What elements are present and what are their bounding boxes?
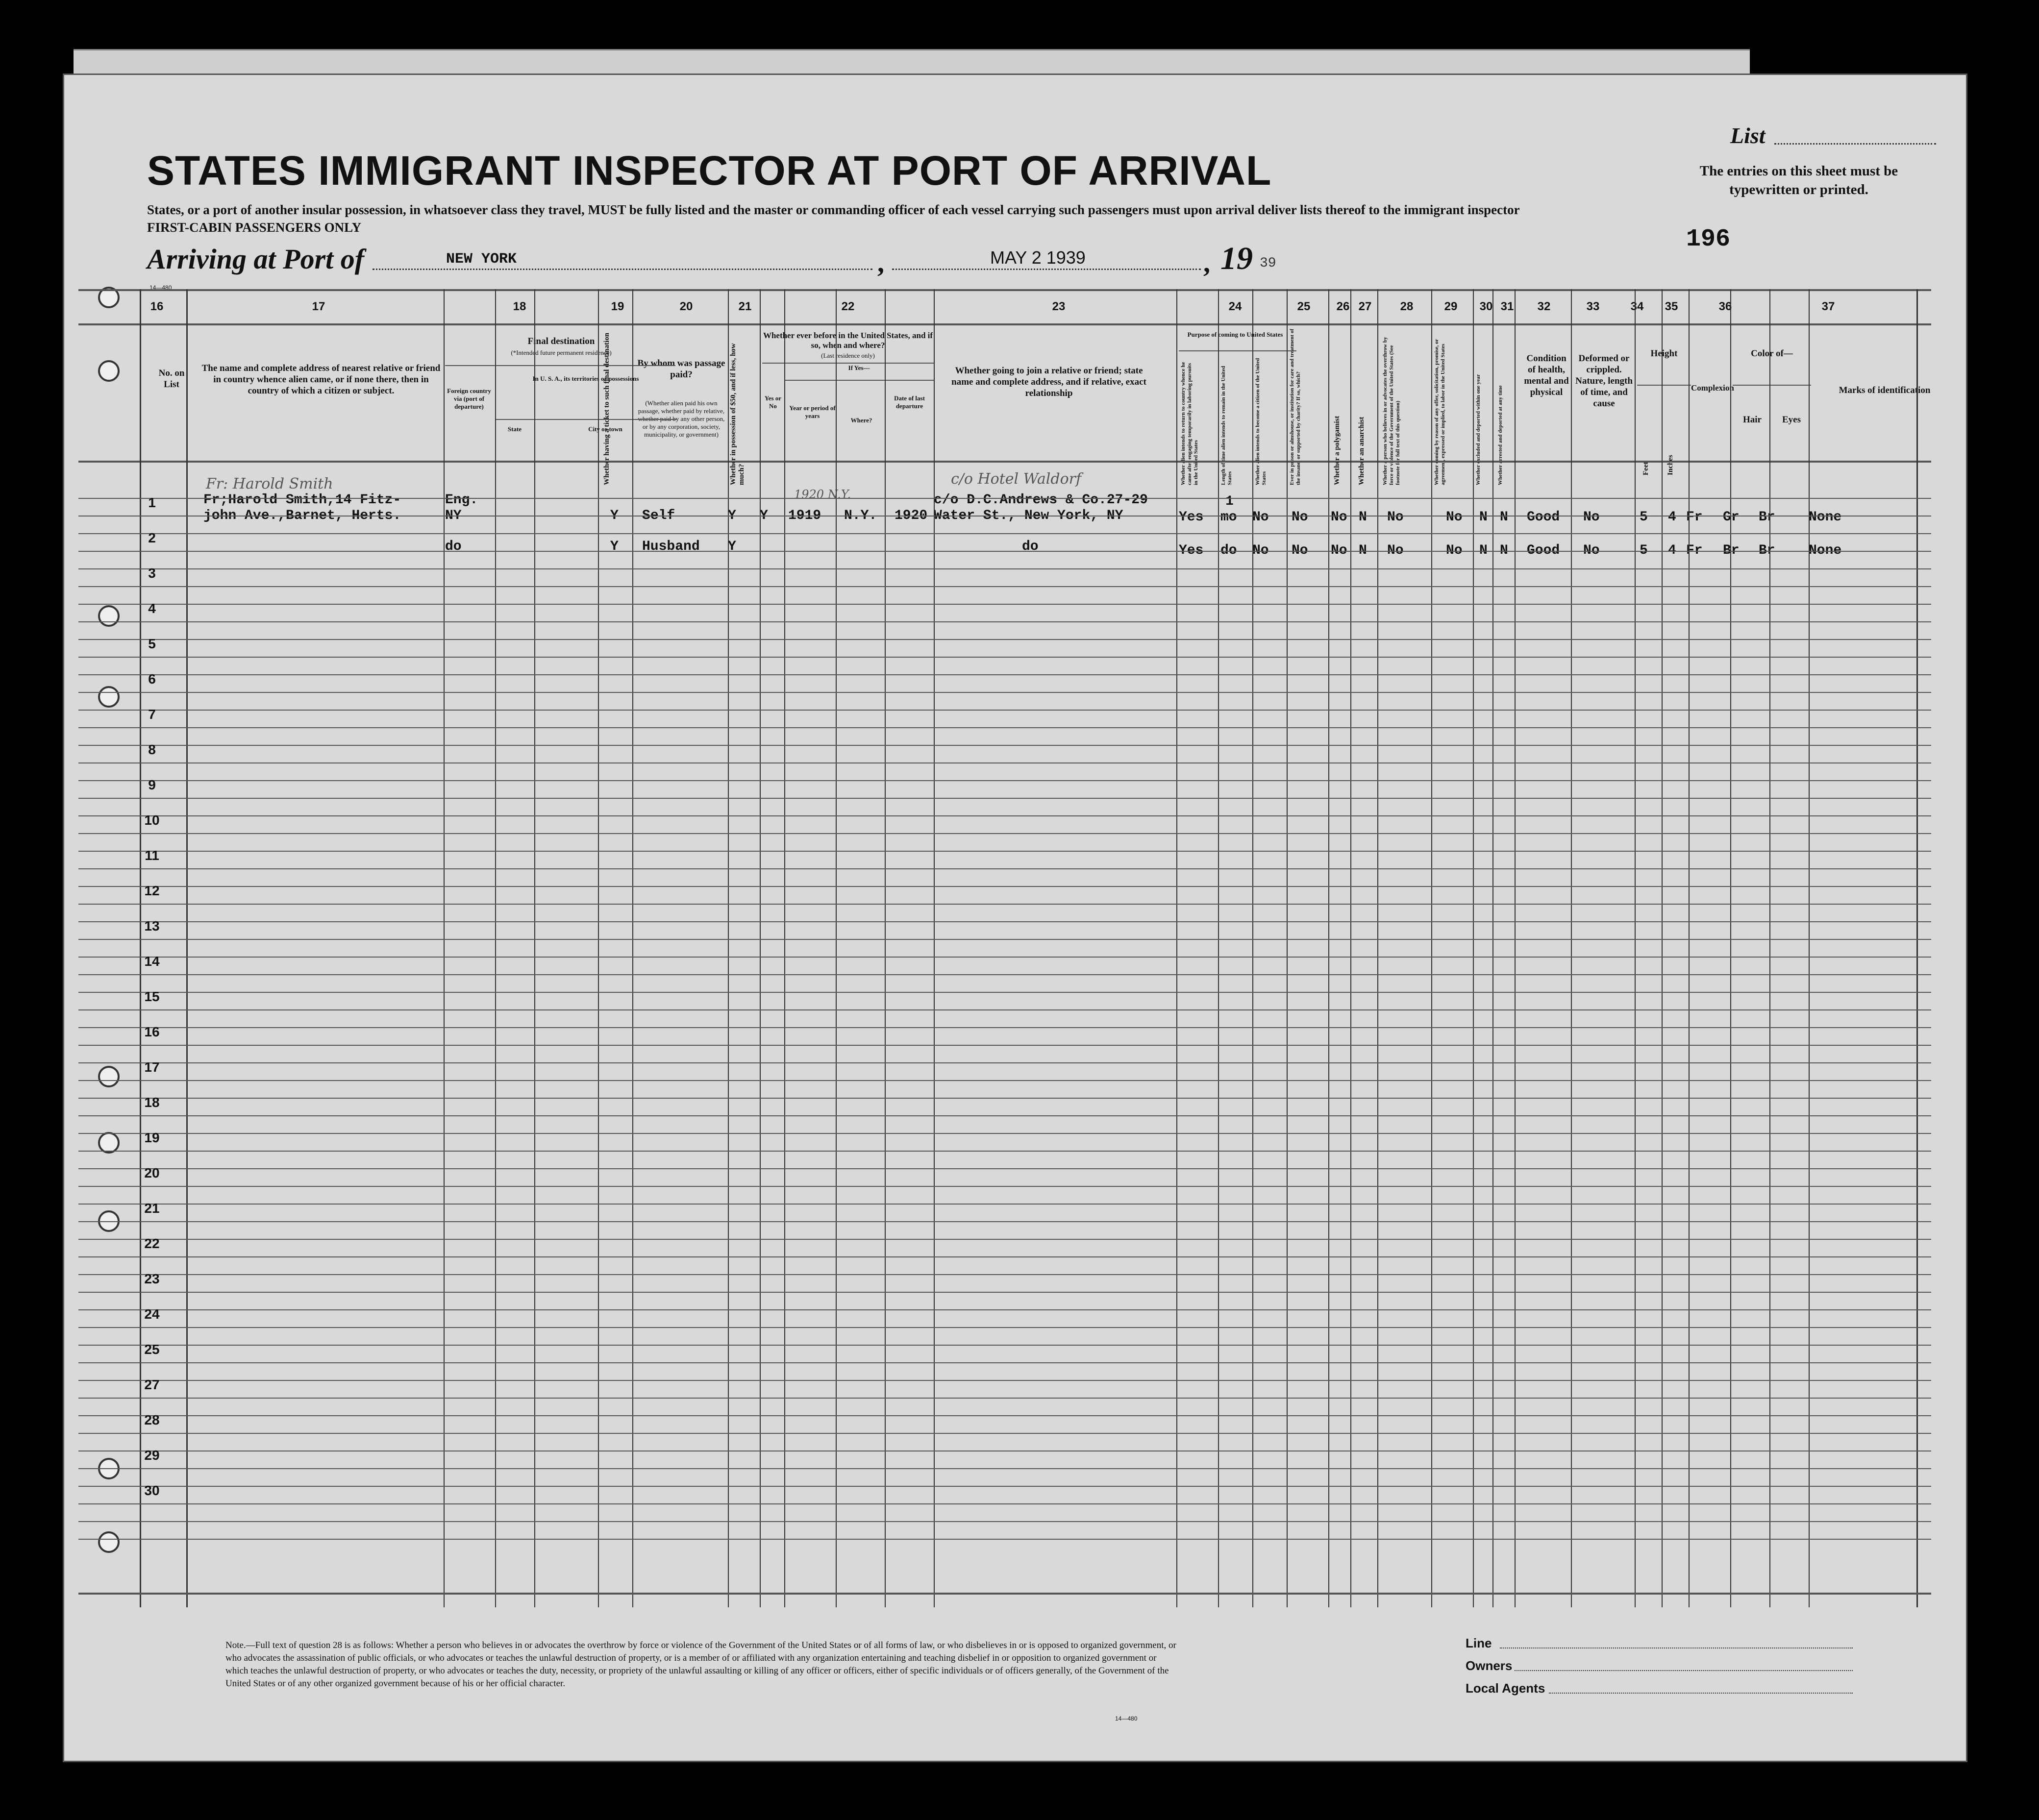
owners-signature-line xyxy=(1515,1670,1853,1671)
table-rule xyxy=(78,498,1931,499)
table-rule xyxy=(78,551,1931,552)
table-rule xyxy=(78,1380,1931,1381)
column-rule xyxy=(1431,289,1432,1607)
table-rule xyxy=(1733,385,1811,386)
row1-purpose-length-b: mo xyxy=(1220,510,1237,525)
date-line xyxy=(892,269,1201,270)
row1-fifty: Y xyxy=(728,508,736,523)
row1-eyes: Br xyxy=(1759,510,1775,525)
header-height: Height xyxy=(1650,348,1678,359)
column-number: 21 xyxy=(738,300,752,313)
column-number: 35 xyxy=(1665,300,1678,313)
row1-before-date: 1920 xyxy=(895,508,928,523)
row2-health: Good xyxy=(1527,543,1560,558)
row1-health: Good xyxy=(1527,510,1560,525)
row-number: 20 xyxy=(144,1165,160,1181)
column-number: 31 xyxy=(1500,300,1514,313)
row1-arrested: N xyxy=(1500,510,1508,525)
header-no-on-list: No. on List xyxy=(158,368,185,390)
column-rule xyxy=(1473,289,1474,1607)
column-rule xyxy=(1571,289,1572,1607)
table-rule xyxy=(78,745,1931,746)
row2-purpose-return: Yes xyxy=(1179,543,1204,558)
table-rule xyxy=(78,461,1931,463)
comma: , xyxy=(1203,248,1210,278)
header-overthrow: Whether a person who believes in or advocates the overthrow by force or violence of the Government of the United States (See footnote for full text of this question) xyxy=(1382,337,1401,485)
column-rule xyxy=(1377,289,1378,1607)
row2-offer: No xyxy=(1446,543,1463,558)
table-rule xyxy=(78,727,1931,728)
local-agents-label: Local Agents xyxy=(1466,1681,1545,1696)
table-rule xyxy=(78,762,1931,763)
row2-purpose-citizen: No xyxy=(1252,543,1269,558)
row2-inches: 4 xyxy=(1668,543,1676,558)
header-purpose: Purpose of coming to United States xyxy=(1187,331,1283,338)
table-rule xyxy=(1179,350,1296,351)
header-inches: Inches xyxy=(1666,455,1674,475)
table-rule xyxy=(78,1593,1931,1595)
table-rule xyxy=(78,586,1931,587)
table-rule xyxy=(78,939,1931,940)
row-number: 25 xyxy=(144,1342,160,1357)
table-rule xyxy=(78,1168,1931,1169)
column-rule xyxy=(836,289,837,1607)
header-hair: Hair xyxy=(1743,415,1762,425)
table-rule xyxy=(78,1327,1931,1328)
header-final-destination: Final destination xyxy=(527,336,595,346)
header-prison: Ever in prison or almshouse, or institution for care and treatment of the insane, or supported by charity? If so, which? xyxy=(1289,329,1301,485)
table-rule xyxy=(78,1062,1931,1063)
table-rule xyxy=(78,780,1931,781)
column-rule xyxy=(885,289,886,1607)
table-rule xyxy=(78,904,1931,905)
header-yes-no: Yes or No xyxy=(764,394,782,410)
table-rule xyxy=(78,1027,1931,1028)
row2-polygamist: No xyxy=(1331,543,1347,558)
column-rule xyxy=(728,289,729,1607)
column-number: 34 xyxy=(1630,300,1644,313)
row1-anarchist: N xyxy=(1359,510,1367,525)
row-number: 17 xyxy=(144,1059,160,1075)
row-number: 28 xyxy=(144,1412,160,1427)
comma: , xyxy=(877,248,884,278)
column-rule xyxy=(1328,289,1329,1607)
row1-paid-by: Self xyxy=(642,508,675,523)
column-rule xyxy=(1809,289,1810,1607)
row2-feet: 5 xyxy=(1640,543,1648,558)
page-title: STATES IMMIGRANT INSPECTOR AT PORT OF ARRIVAL xyxy=(147,148,1272,194)
header-nearest-relative: The name and complete address of nearest relative or friend in country whence alien came, or if none there, then in country of which a citizen or subject. xyxy=(201,363,441,396)
row2-arrested: N xyxy=(1500,543,1508,558)
column-rule xyxy=(1916,289,1918,1607)
header-state: State xyxy=(507,425,522,433)
column-number: 32 xyxy=(1537,300,1551,313)
row1-handwritten-join: c/o Hotel Waldorf xyxy=(951,470,1082,488)
row2-join: do xyxy=(1022,539,1039,554)
table-rule xyxy=(78,1274,1931,1275)
row1-deformed: No xyxy=(1583,510,1600,525)
column-rule xyxy=(534,289,535,1607)
header-deformed: Deformed or crippled. Nature, length of time, and cause xyxy=(1575,353,1633,409)
header-polygamist: Whether a polygamist xyxy=(1333,416,1341,485)
header-health: Condition of health, mental and physical xyxy=(1524,353,1569,397)
row2-purpose-length: do xyxy=(1220,543,1237,558)
header-eyes: Eyes xyxy=(1782,415,1801,425)
manifest-table xyxy=(78,289,1931,1612)
row1-purpose-citizen: No xyxy=(1252,510,1269,525)
table-rule xyxy=(78,604,1931,605)
table-rule xyxy=(78,1009,1931,1010)
table-rule xyxy=(78,1045,1931,1046)
row-number: 21 xyxy=(144,1201,160,1216)
row-number: 5 xyxy=(148,636,156,651)
column-number: 23 xyxy=(1052,300,1066,313)
column-rule xyxy=(1350,289,1351,1607)
table-rule xyxy=(78,1309,1931,1310)
header-last-departure: Date of last departure xyxy=(894,394,925,410)
header-arrested: Whether arrested and deported at any time xyxy=(1497,385,1503,485)
row1-marks: None xyxy=(1809,510,1842,525)
row1-inches: 4 xyxy=(1668,510,1676,525)
table-rule xyxy=(1637,385,1691,386)
agents-signature-line xyxy=(1549,1693,1853,1694)
row-number: 19 xyxy=(144,1130,160,1145)
table-rule xyxy=(78,1204,1931,1205)
row-number: 10 xyxy=(144,812,160,828)
table-rule xyxy=(78,657,1931,658)
row1-relative-line2: john Ave.,Barnet, Herts. xyxy=(203,508,401,523)
column-number: 17 xyxy=(312,300,325,313)
column-number: 19 xyxy=(611,300,624,313)
table-rule xyxy=(78,1433,1931,1434)
column-rule xyxy=(632,289,633,1607)
row1-feet: 5 xyxy=(1640,510,1648,525)
column-rule xyxy=(760,289,761,1607)
header-if-yes: If Yes— xyxy=(848,364,870,371)
notice-line-2: FIRST-CABIN PASSENGERS ONLY xyxy=(147,220,362,235)
column-rule xyxy=(1689,289,1690,1607)
column-rule xyxy=(1635,289,1636,1607)
table-rule xyxy=(78,1362,1931,1363)
table-rule xyxy=(78,921,1931,922)
form-number-top: 14—480 xyxy=(149,284,172,291)
row1-join-line2: Water St., New York, NY xyxy=(934,508,1123,523)
form-number: 14—480 xyxy=(1115,1715,1138,1722)
notice-line-1: States, or a port of another insular possession, in whatsoever class they travel, MUST be fully listed and the master or commanding officer of each vessel carrying such passengers must upon arrival deliver lists thereof to the immigrant inspector xyxy=(147,202,1520,217)
column-number: 18 xyxy=(513,300,526,313)
header-year: Year or period of years xyxy=(789,404,836,419)
row2-marks: None xyxy=(1809,543,1842,558)
header-final-destination-note: (*Intended future permanent residence) xyxy=(511,349,612,356)
table-rule xyxy=(78,1239,1931,1240)
row-number: 1 xyxy=(148,495,156,510)
header-marks: Marks of identification xyxy=(1839,385,1931,395)
column-rule xyxy=(186,289,188,1607)
column-number: 25 xyxy=(1297,300,1311,313)
table-rule xyxy=(78,1098,1931,1099)
table-rule xyxy=(762,363,934,364)
column-rule xyxy=(1252,289,1253,1607)
header-foreign-country: Foreign country via (port of departure) xyxy=(447,387,491,410)
column-rule xyxy=(1176,289,1177,1607)
row2-prison: No xyxy=(1292,543,1308,558)
row-number: 8 xyxy=(148,742,156,757)
line-label: Line xyxy=(1466,1636,1492,1650)
header-offer: Whether coming by reason of any offer, solicitation, promise, or agreement, expressed or implied, to labor in the United States xyxy=(1434,339,1446,485)
row-number: 12 xyxy=(144,883,160,898)
page-number: 196 xyxy=(1686,225,1731,253)
header-passage-note: (Whether alien paid his own passage, whether paid by relative, whether paid by any other person, or by any corporation, society, municipality, or government) xyxy=(638,399,725,438)
row1-complexion: Fr xyxy=(1686,510,1703,525)
header-ticket: Whether having a ticket to such final destination xyxy=(603,333,611,485)
table-rule xyxy=(78,1415,1931,1416)
arriving-label: Arriving at Port of xyxy=(147,243,365,275)
table-rule xyxy=(78,323,1931,325)
column-rule xyxy=(1730,289,1731,1607)
header-color-of: Color of— xyxy=(1751,348,1793,359)
column-rule xyxy=(495,289,496,1607)
column-number: 28 xyxy=(1400,300,1414,313)
row2-anarchist: N xyxy=(1359,543,1367,558)
column-rule xyxy=(1218,289,1219,1607)
header-purpose-return: Whether alien intends to return to country whence he came after engaging temporarily in laboring pursuits in the United States xyxy=(1180,362,1199,485)
table-rule xyxy=(78,974,1931,975)
table-rule xyxy=(78,1115,1931,1116)
list-line xyxy=(1774,143,1936,145)
table-rule xyxy=(78,992,1931,993)
column-rule xyxy=(1662,289,1663,1607)
row1-join-line1: c/o D.C.Andrews & Co.27-29 xyxy=(934,492,1148,508)
year-prefix: 19 xyxy=(1220,241,1253,276)
table-rule xyxy=(78,533,1931,534)
column-number: 27 xyxy=(1358,300,1372,313)
table-rule xyxy=(784,380,934,381)
header-before-in-us: Whether ever before in the United States, and if so, when and where? xyxy=(763,331,933,350)
header-city: City or town xyxy=(588,425,622,433)
table-rule xyxy=(78,692,1931,693)
entries-note: The entries on this sheet must be typewritten or printed. xyxy=(1699,163,1898,197)
row2-deformed: No xyxy=(1583,543,1600,558)
column-number: 26 xyxy=(1336,300,1350,313)
column-number: 16 xyxy=(150,300,164,313)
row1-foreign-port: NY xyxy=(445,508,462,523)
table-rule xyxy=(78,1539,1931,1540)
column-number: 37 xyxy=(1821,300,1835,313)
table-rule xyxy=(78,1080,1931,1081)
table-rule xyxy=(78,1256,1931,1257)
row1-foreign-country: Eng. xyxy=(445,492,478,508)
header-passage-paid: By whom was passage paid? xyxy=(637,358,725,380)
row-number: 3 xyxy=(148,566,156,581)
table-rule xyxy=(78,886,1931,887)
table-rule xyxy=(495,419,676,420)
table-rule xyxy=(78,1503,1931,1504)
column-rule xyxy=(1492,289,1493,1607)
header-anarchist: Whether an anarchist xyxy=(1358,417,1366,485)
header-excluded: Whether excluded and deported within one year xyxy=(1475,374,1481,485)
row1-prison: No xyxy=(1292,510,1308,525)
row1-before-yesno: Y xyxy=(760,508,768,523)
footnote-question-28: Note.—Full text of question 28 is as follows: Whether a person who believes in or advocates the overthrow by force or violence of the Government of the United States or of all forms of law, or who disbelieves in or is opposed to organized government, or who advocates the assassination of public officials, or who advocates or teaches the unlawful destruction of property, or is a member of or affiliated with any organization entertaining and teaching disbelief in or opposition to organized government or which teaches the unlawful destruction of property, or who advocates or teaches the duty, necessity, or propriety of the unlawful assaulting or killing of any officer or officers, either of specific individuals or of officers generally, of the Government of the United States or of any other organized government because of his or her official character. xyxy=(225,1640,1176,1689)
row1-ticket: Y xyxy=(610,508,619,523)
table-rule xyxy=(78,1398,1931,1399)
table-rule xyxy=(78,710,1931,711)
table-rule xyxy=(78,1221,1931,1222)
row1-handwritten-relative: Fr: Harold Smith xyxy=(206,475,333,492)
column-number: 22 xyxy=(841,300,855,313)
table-rule xyxy=(78,957,1931,958)
date-stamp: MAY 2 1939 xyxy=(990,247,1086,268)
header-usa: In U. S. A., its territories or possessions xyxy=(532,375,639,382)
header-complexion: Complexion xyxy=(1691,383,1734,393)
table-rule xyxy=(78,815,1931,816)
owners-label: Owners xyxy=(1466,1658,1513,1673)
row2-ticket: Y xyxy=(610,539,619,554)
row1-hair: Gr xyxy=(1723,510,1740,525)
row-number: 29 xyxy=(144,1448,160,1463)
row-number: 15 xyxy=(144,989,160,1004)
column-number: 29 xyxy=(1444,300,1458,313)
table-rule xyxy=(78,868,1931,869)
row-number: 2 xyxy=(148,530,156,545)
header-going-to-join: Whether going to join a relative or friend; state name and complete address, and if relative, exact relationship xyxy=(951,366,1146,398)
row2-hair: Br xyxy=(1723,543,1740,558)
column-rule xyxy=(1515,289,1516,1607)
table-rule xyxy=(78,1468,1931,1469)
row-number: 6 xyxy=(148,671,156,687)
table-rule xyxy=(78,621,1931,622)
row-number: 24 xyxy=(144,1306,160,1322)
column-rule xyxy=(1287,289,1288,1607)
list-label: List xyxy=(1730,123,1765,148)
header-fifty-dollars: Whether in possession of $50, and if less, how much? xyxy=(729,343,746,485)
table-rule xyxy=(78,851,1931,852)
row-number: 7 xyxy=(148,707,156,722)
header-feet: Feet xyxy=(1642,462,1650,475)
row1-before-year: 1919 xyxy=(788,508,821,523)
table-rule xyxy=(78,1292,1931,1293)
header-purpose-length: Length of time alien intends to remain in the United States xyxy=(1220,366,1233,485)
row1-purpose-length-a: 1 xyxy=(1225,494,1234,509)
header-where: Where? xyxy=(850,417,872,424)
row1-polygamist: No xyxy=(1331,510,1347,525)
row-number: 9 xyxy=(148,777,156,792)
column-number: 36 xyxy=(1718,300,1732,313)
table-rule xyxy=(78,1345,1931,1346)
row1-overthrow: No xyxy=(1387,510,1404,525)
row-number: 27 xyxy=(144,1377,160,1392)
row2-fifty: Y xyxy=(728,539,736,554)
row1-handwritten-before: 1920 N.Y. xyxy=(794,488,851,501)
port-value: NEW YORK xyxy=(446,251,517,268)
table-rule xyxy=(78,1151,1931,1152)
row-number: 16 xyxy=(144,1024,160,1039)
row1-relative-line1: Fr;Harold Smith,14 Fitz- xyxy=(203,492,401,508)
row2-overthrow: No xyxy=(1387,543,1404,558)
row-number: 30 xyxy=(144,1483,160,1498)
row1-excluded: N xyxy=(1479,510,1488,525)
column-rule xyxy=(598,289,599,1607)
table-rule xyxy=(78,1133,1931,1134)
row-number: 14 xyxy=(144,954,160,969)
year-suffix: 39 xyxy=(1260,256,1276,271)
table-rule xyxy=(78,833,1931,834)
column-number: 24 xyxy=(1228,300,1242,313)
row2-foreign-country: do xyxy=(445,539,462,554)
port-line xyxy=(373,269,872,270)
table-rule xyxy=(78,674,1931,675)
row-number: 13 xyxy=(144,918,160,934)
column-rule xyxy=(1769,289,1770,1607)
column-rule xyxy=(140,289,141,1607)
table-rule xyxy=(78,639,1931,640)
table-rule xyxy=(78,289,1931,291)
row-number: 23 xyxy=(144,1271,160,1286)
row1-offer: No xyxy=(1446,510,1463,525)
row-number: 4 xyxy=(148,601,156,616)
table-rule xyxy=(78,1486,1931,1487)
row2-eyes: Br xyxy=(1759,543,1775,558)
row-number: 11 xyxy=(145,848,159,863)
table-rule xyxy=(78,1521,1931,1522)
column-rule xyxy=(444,289,445,1607)
column-rule xyxy=(784,289,785,1607)
table-rule xyxy=(78,568,1931,569)
table-rule xyxy=(78,798,1931,799)
header-purpose-citizen: Whether alien intends to become a citizen of the United States xyxy=(1255,358,1267,485)
notice xyxy=(147,201,1617,236)
column-number: 33 xyxy=(1586,300,1600,313)
table-rule xyxy=(78,1186,1931,1187)
row2-excluded: N xyxy=(1479,543,1488,558)
row-number: 18 xyxy=(144,1095,160,1110)
row1-purpose-return: Yes xyxy=(1179,510,1204,525)
header-before-note: (Last residence only) xyxy=(821,352,875,359)
row-number: 22 xyxy=(144,1236,160,1251)
column-number: 20 xyxy=(679,300,693,313)
row1-before-where: N.Y. xyxy=(844,508,877,523)
table-rule xyxy=(445,365,675,366)
row2-complexion: Fr xyxy=(1686,543,1703,558)
column-rule xyxy=(934,289,935,1607)
row2-paid-by: Husband xyxy=(642,539,700,554)
column-number: 30 xyxy=(1479,300,1493,313)
